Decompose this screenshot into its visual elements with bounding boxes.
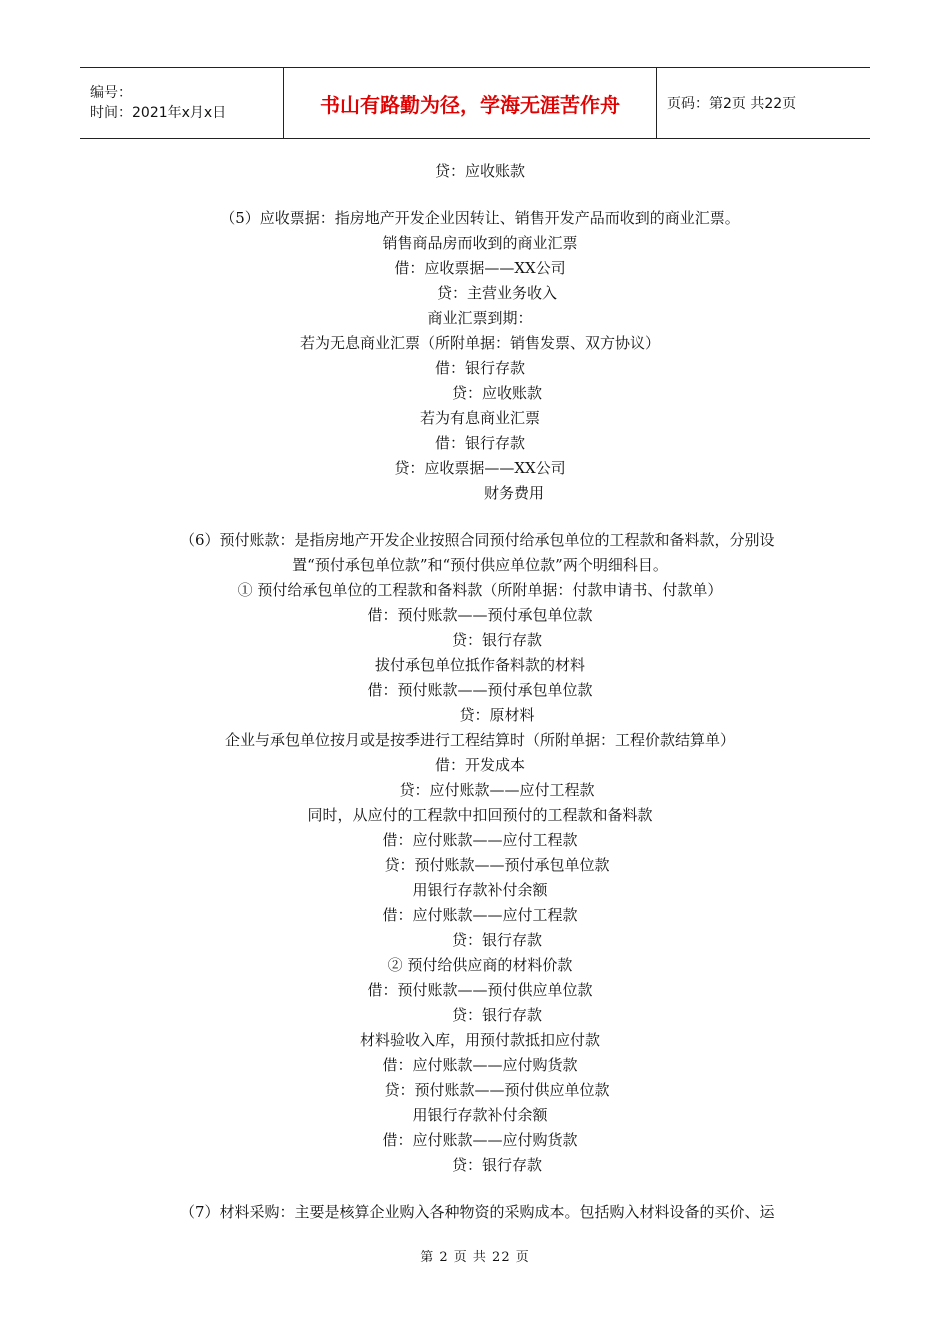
text-line: 用银行存款补付余额: [412, 1106, 548, 1124]
header-meta: [80, 68, 283, 138]
text-line: 商业汇票到期：: [427, 309, 533, 327]
text-line: 用银行存款补付余额: [412, 881, 548, 899]
text-line: 贷：预付账款——预付承包单位款: [384, 856, 610, 874]
text-line: 借：预付账款——预付供应单位款: [367, 981, 593, 999]
document-date: 时间：2021年x月x日: [90, 105, 227, 121]
text-line: 贷：银行存款: [451, 931, 542, 949]
text-line: 材料验收入库，用预付款抵扣应付款: [359, 1031, 600, 1049]
text-line: 借：预付账款——预付承包单位款: [367, 606, 593, 624]
text-line: 贷：银行存款: [451, 1006, 542, 1024]
text-line: 贷：应收账款: [434, 162, 525, 180]
text-line: 贷：银行存款: [451, 1156, 542, 1174]
text-line: 贷：应付账款——应付工程款: [399, 781, 595, 799]
text-line: 借：应付账款——应付工程款: [382, 831, 578, 849]
text-line: 贷：应收账款: [451, 384, 542, 402]
text-line: 若为有息商业汇票: [419, 409, 540, 427]
text-line: 借：开发成本: [434, 756, 525, 774]
text-line: 借：应付账款——应付购货款: [382, 1131, 578, 1149]
page-footer: 第 2 页 共 22 页: [420, 1250, 530, 1265]
text-line: 借：应收票据——XX公司: [394, 259, 566, 277]
document-number-label: 编号：: [90, 85, 132, 101]
text-line: 财务费用: [483, 484, 544, 502]
text-line: 贷：预付账款——预付供应单位款: [384, 1081, 610, 1099]
text-line: 拔付承包单位抵作备料款的材料: [374, 656, 585, 674]
text-line: （5）应收票据：指房地产开发企业因转让、销售开发产品而收到的商业汇票。: [220, 209, 740, 227]
text-line: 借：银行存款: [434, 434, 525, 452]
text-line: 借：应付账款——应付工程款: [382, 906, 578, 924]
text-line: （6）预付账款：是指房地产开发企业按照合同预付给承包单位的工程款和备料款，分别设: [180, 531, 775, 549]
header-page-info: 页码：第2页 共22页: [667, 96, 797, 112]
text-line: 若为无息商业汇票（所附单据：销售发票、双方协议）: [299, 334, 660, 352]
text-line: 借：预付账款——预付承包单位款: [367, 681, 593, 699]
text-line: 贷：银行存款: [451, 631, 542, 649]
text-line: 企业与承包单位按月或是按季进行工程结算时（所附单据：工程价款结算单）: [224, 731, 735, 749]
header-motto: 书山有路勤为径，学海无涯苦作舟: [283, 68, 657, 138]
text-line: （7）材料采购：主要是核算企业购入各种物资的采购成本。包括购入材料设备的买价、运: [180, 1203, 775, 1221]
text-line: ② 预付给供应商的材料价款: [387, 956, 573, 974]
text-line: 贷：主营业务收入: [436, 284, 557, 302]
text-line: 贷：应收票据——XX公司: [394, 459, 566, 477]
text-line: 借：银行存款: [434, 359, 525, 377]
text-line: 同时，从应付的工程款中扣回预付的工程款和备料款: [307, 806, 653, 824]
text-line: 贷：原材料: [459, 706, 535, 724]
text-line: 置“预付承包单位款”和“预付供应单位款”两个明细科目。: [292, 556, 668, 574]
text-line: ① 预付给承包单位的工程款和备料款（所附单据：付款申请书、付款单）: [237, 581, 723, 599]
text-line: 借：应付账款——应付购货款: [382, 1056, 578, 1074]
text-line: 销售商品房而收到的商业汇票: [382, 234, 578, 252]
page-header: [80, 67, 870, 139]
